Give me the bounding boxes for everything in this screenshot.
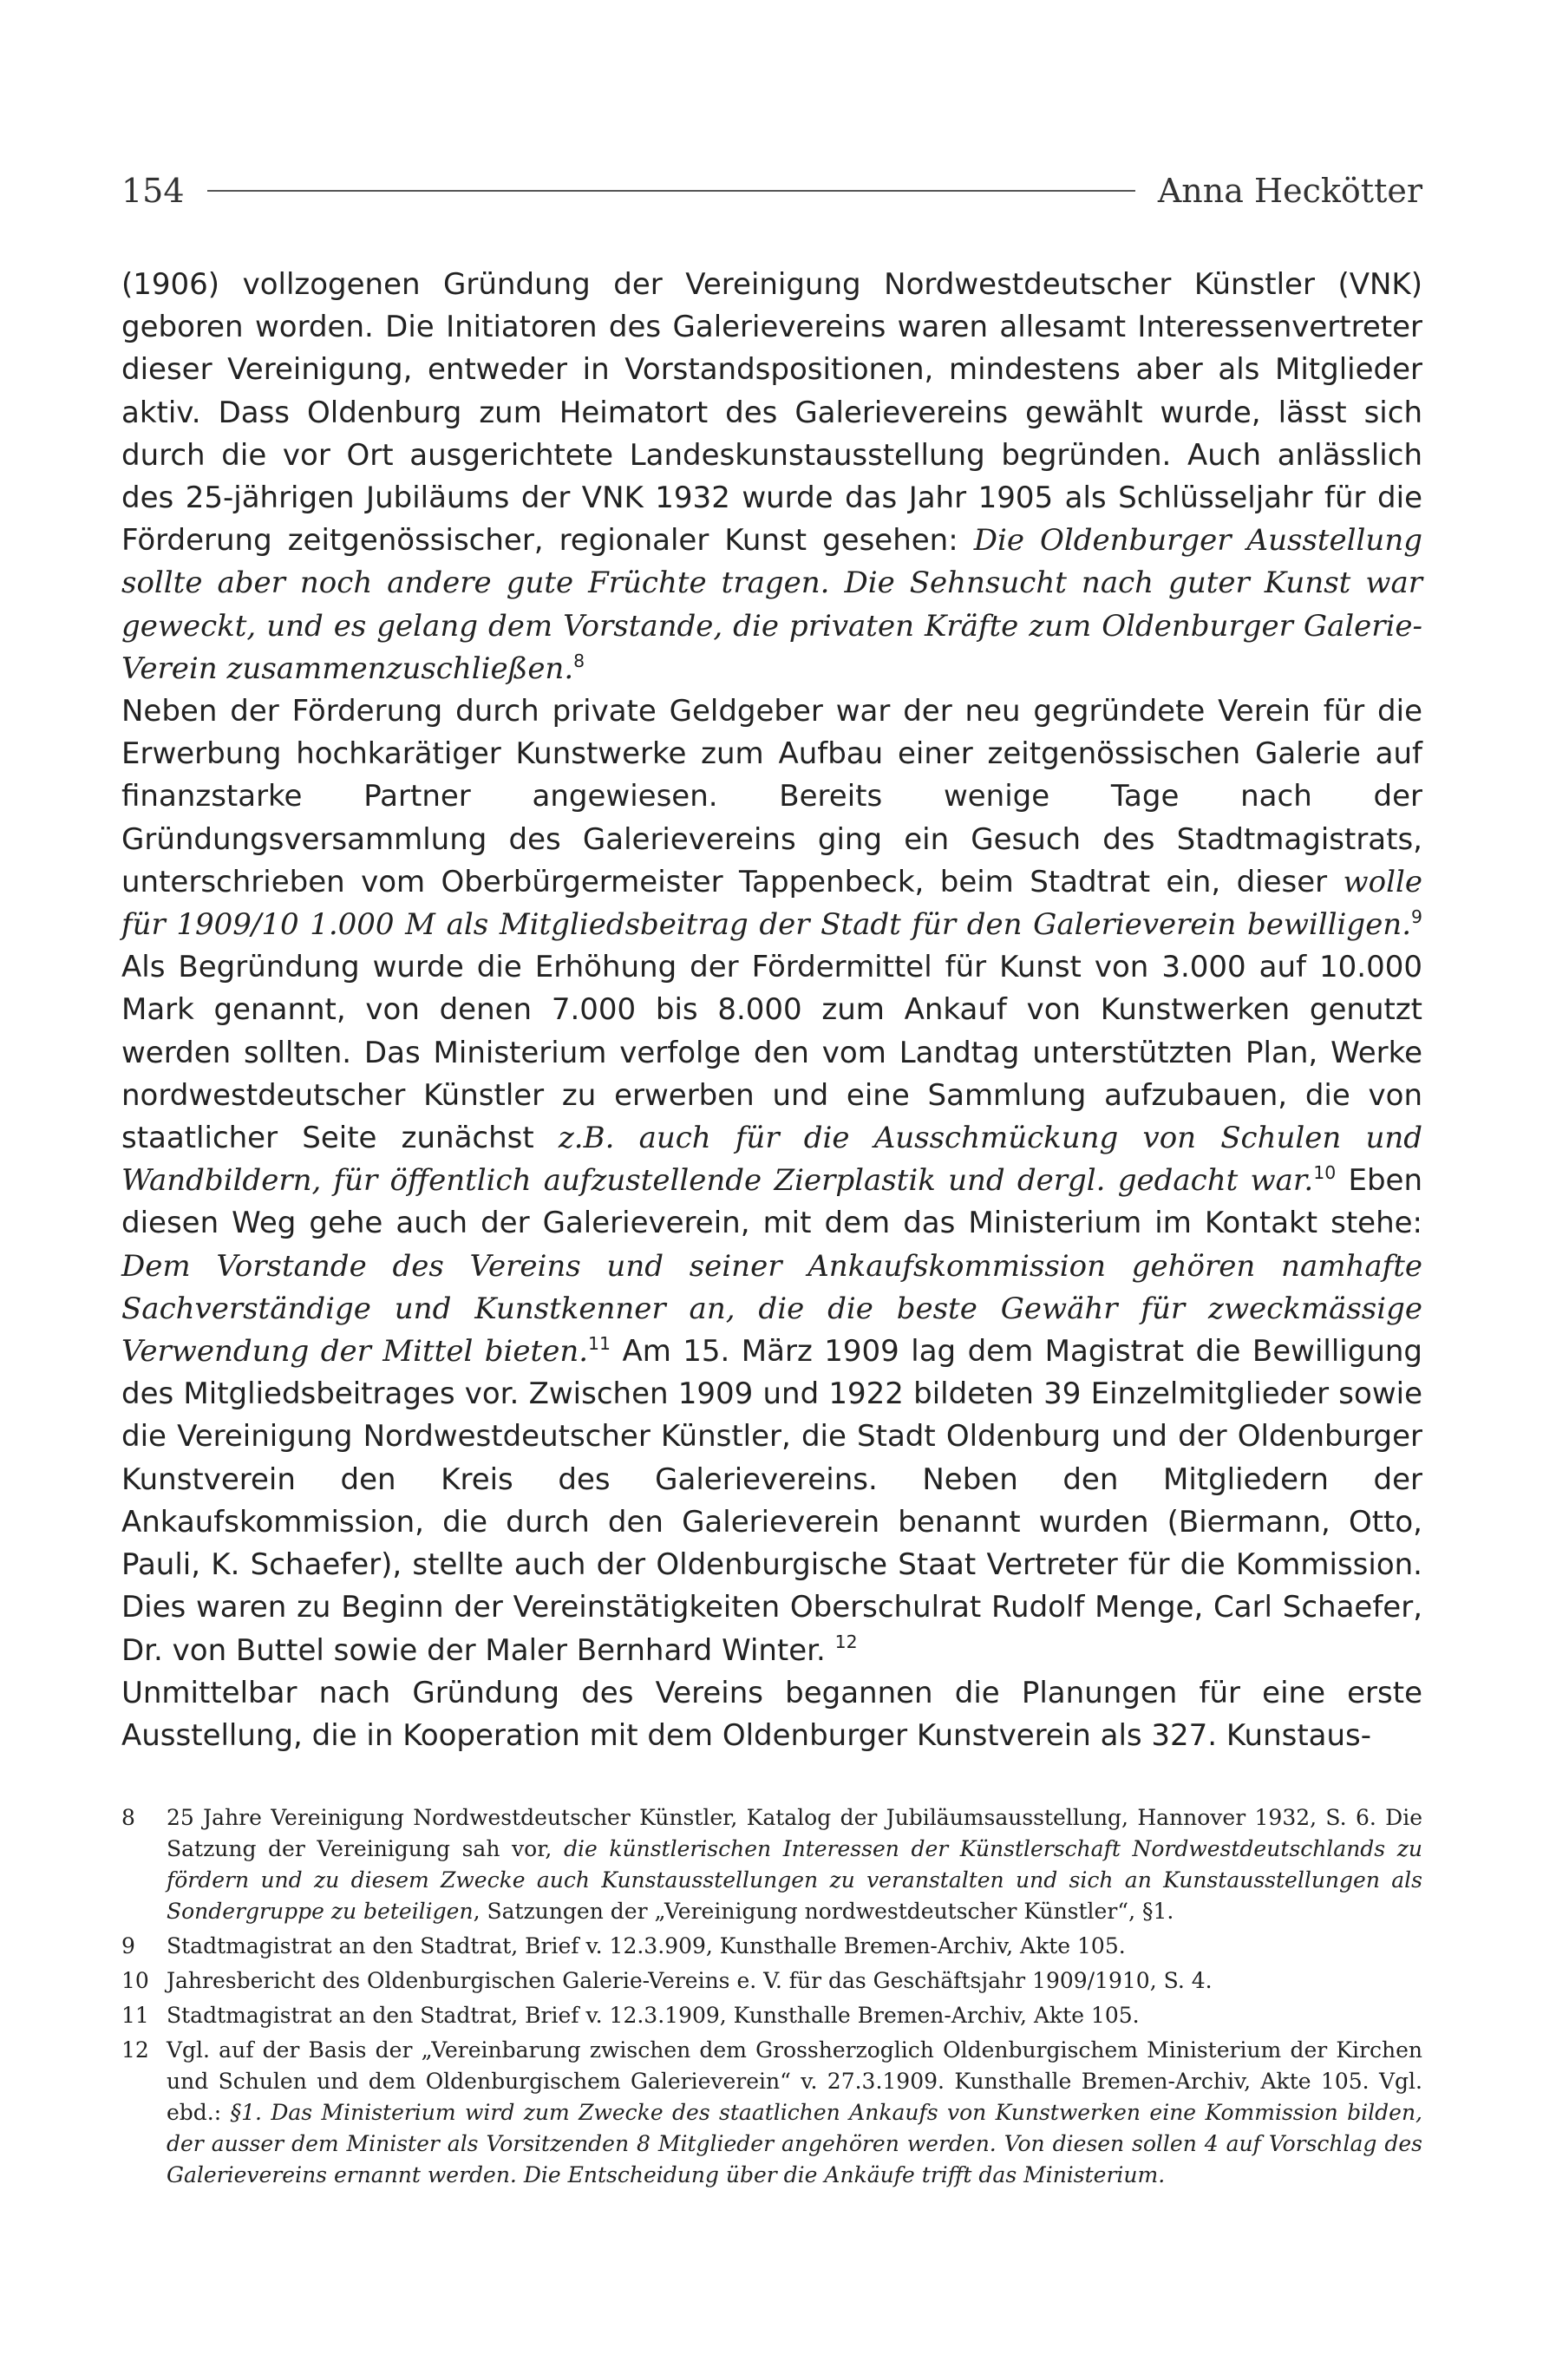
footnote	[121, 1931, 1422, 1962]
quoted-text: z.B. auch für die Ausschmückung von Schulen und Wandbildern, für öffentlich aufzustellende Zierplastik und dergl. gedacht war.	[121, 1121, 1422, 1199]
footnotes	[121, 1802, 1422, 2194]
running-header	[121, 169, 1422, 212]
text-run: Als Begründung wurde die Erhöhung der Fördermittel für Kunst von 3.000 auf 10.000 Mark genannt, von denen 7.000 bis 8.000 zum Ankauf von Kunstwerken genutzt werden sollten. Das Ministerium verfolge den vom Landtag unterstützten Plan, Werke nordwestdeutscher Künstler zu erwerben und eine Sammlung aufzubauen, die von staatlicher Seite zunächst	[121, 950, 1422, 1156]
body-paragraph	[121, 690, 1422, 1672]
footnote-number: 9	[121, 1933, 135, 1958]
footnote-number: 11	[121, 2003, 149, 2028]
text-run: Vgl. auf der Basis der „Vereinbarung zwischen dem Grossherzoglich Oldenburgischem Ministerium der Kirchen und Schulen und dem Oldenburgischem Galerieverein“ v. 27.3.1909. Kunsthalle Bremen-Archiv, Akte 105. Vgl. ebd.:	[167, 2037, 1422, 2125]
text-run: , Satzungen der „Vereinigung nordwestdeutscher Künstler“, §1.	[473, 1899, 1174, 1924]
header-rule	[207, 190, 1135, 192]
quoted-text: Die Oldenburger Ausstellung sollte aber noch andere gute Früchte tragen. Die Sehnsucht nach guter Kunst war geweckt, und es gelang dem Vorstande, die privaten Kräfte zum Oldenburger Galerie-Verein zusammenzuschließen.	[121, 523, 1422, 686]
page-number: 154	[121, 172, 185, 210]
running-head-author: Anna Heckötter	[1157, 172, 1422, 210]
quoted-text: §1. Das Ministerium wird zum Zwecke des staatlichen Ankaufs von Kunstwerken eine Kommission bilden, der ausser dem Minister als Vorsitzenden 8 Mitglieder angehören werden. Von diesen sollen 4 auf Vorschlag des Galerievereins ernannt werden. Die Entscheidung über die Ankäufe trifft das Ministerium.	[167, 2100, 1422, 2187]
text-run: (1906) vollzogenen Gründung der Vereinigung Nordwestdeutscher Künstler (VNK) geboren worden. Die Initiatoren des Galerievereins waren allesamt Interessenvertreter dieser Vereinigung, entweder in Vorstandspositionen, mindestens aber als Mitglieder aktiv. Dass Oldenburg zum Heimatort des Galerievereins gewählt wurde, lässt sich durch die vor Ort ausgerichtete Landeskunstausstellung begründen. Auch anlässlich des 25-jährigen Jubiläums der VNK 1932 wurde das Jahr 1905 als Schlüsseljahr für die Förderung zeitgenössischer, regionaler Kunst gesehen:	[121, 267, 1422, 559]
body-paragraph	[121, 1672, 1422, 1757]
quoted-text: Dem Vorstande des Vereins und seiner Ankaufskommission gehören namhafte Sachverständige und Kunstkenner an, die die beste Gewähr für zweckmässige Verwendung der Mittel bieten.	[121, 1248, 1422, 1370]
footnote-ref: 11	[588, 1332, 611, 1354]
body-paragraph	[121, 264, 1422, 690]
footnote-number: 12	[121, 2037, 149, 2063]
footnote-text	[167, 1931, 1422, 1962]
text-run: Unmittelbar nach Gründung des Vereins begannen die Planungen für eine erste Ausstellung, die in Kooperation mit dem Oldenburger Kunstverein als 327. Kunstaus-	[121, 1675, 1422, 1753]
footnote-ref: 10	[1313, 1162, 1337, 1184]
footnote-text	[167, 1965, 1422, 1997]
footnote-number: 8	[121, 1805, 135, 1830]
text-run: Stadtmagistrat an den Stadtrat, Brief v. 12.3.909, Kunsthalle Bremen-Archiv, Akte 105.	[167, 1933, 1126, 1958]
footnote-number: 10	[121, 1968, 149, 1993]
footnote	[121, 2035, 1422, 2191]
footnote-ref: 9	[1411, 906, 1422, 927]
quoted-text: wolle für 1909/10 1.000 M als Mitgliedsbeitrag der Stadt für den Galerieverein bewilligen.	[121, 864, 1422, 943]
text-run: Jahresbericht des Oldenburgischen Galerie-Vereins e. V. für das Geschäftsjahr 1909/1910, S. 4.	[167, 1968, 1213, 1993]
text-run: 25 Jahre Vereinigung Nordwestdeutscher Künstler, Katalog der Jubiläumsausstellung, Hannover 1932, S. 6. Die Satzung der Vereinigung sah vor,	[167, 1805, 1422, 1861]
body-text	[121, 264, 1422, 1757]
quoted-text: die künstlerischen Interessen der Künstlerschaft Nordwestdeutschlands zu fördern und zu diesem Zwecke auch Kunstausstellungen zu veranstalten und sich an Kunstausstellungen als Sondergruppe zu beteiligen	[167, 1836, 1423, 1924]
text-run: Stadtmagistrat an den Stadtrat, Brief v. 12.3.1909, Kunsthalle Bremen-Archiv, Akte 105.	[167, 2003, 1140, 2028]
footnote-text	[167, 2000, 1422, 2031]
footnote	[121, 1802, 1422, 1927]
text-run: Neben der Förderung durch private Geldgeber war der neu gegründete Verein für die Erwerbung hochkarätiger Kunstwerke zum Aufbau einer zeitgenössischen Galerie auf finanzstarke Partner angewiesen. Bereits wenige Tage nach der Gründungsversammlung des Galerievereins ging ein Gesuch des Stadtmagistrats, unterschrieben vom Oberbürgermeister Tappenbeck, beim Stadtrat ein, dieser	[121, 694, 1422, 899]
footnote	[121, 1965, 1422, 1997]
text-run: Am 15. März 1909 lag dem Magistrat die Bewilligung des Mitgliedsbeitrages vor. Zwischen 1909 und 1922 bildeten 39 Einzelmitglieder sowie die Vereinigung Nordwestdeutscher Künstler, die Stadt Oldenburg und der Oldenburger Kunstverein den Kreis des Galerievereins. Neben den Mitgliedern der Ankaufskommission, die durch den Galerieverein benannt wurden (Biermann, Otto, Pauli, K. Schaefer), stellte auch der Oldenburgische Staat Vertreter für die Kommission. Dies waren zu Beginn der Vereinstätigkeiten Oberschulrat Rudolf Menge, Carl Schaefer, Dr. von Buttel sowie der Maler Bernhard Winter.	[121, 1334, 1422, 1668]
footnote-ref: 8	[573, 650, 585, 671]
footnote	[121, 2000, 1422, 2031]
text-run: Eben diesen Weg gehe auch der Galerieverein, mit dem das Ministerium im Kontakt stehe:	[121, 1163, 1422, 1241]
footnote-ref: 12	[834, 1631, 858, 1653]
footnote-text	[167, 1802, 1422, 1927]
footnote-text	[167, 2035, 1422, 2191]
